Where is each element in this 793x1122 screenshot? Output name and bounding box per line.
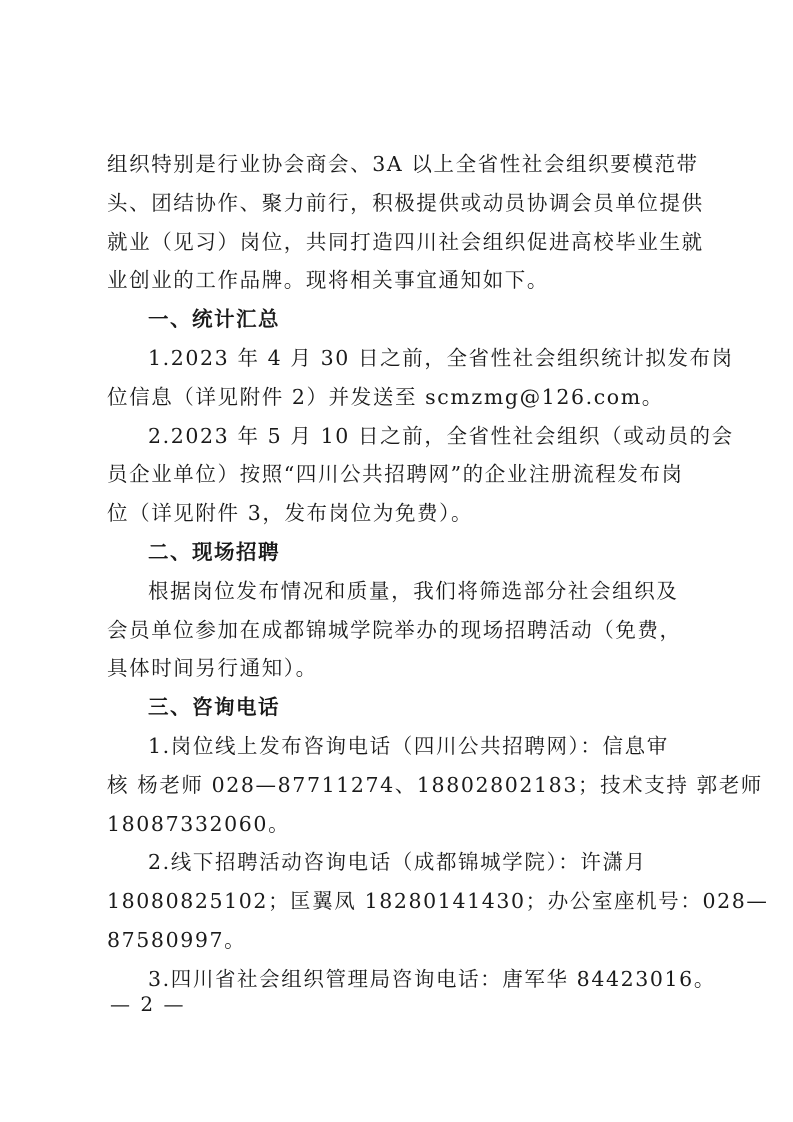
paragraph-line: 87580997。 [107, 927, 247, 952]
paragraph-line: 位信息（详见附件 2）并发送至 scmzmg@126.com。 [107, 384, 664, 409]
paragraph-line: 会员单位参加在成都锦城学院举办的现场招聘活动（免费， [107, 617, 682, 642]
page-number: — 2 — [110, 992, 186, 1016]
paragraph-line: 2.2023 年 5 月 10 日之前，全省性社会组织（或动员的会 [148, 423, 734, 448]
paragraph-line: 位（详见附件 3，发布岗位为免费）。 [107, 501, 474, 526]
section-heading-statistics: 一、统计汇总 [148, 307, 280, 332]
paragraph-line: 3.四川省社会组织管理局咨询电话：唐军华 84423016。 [148, 966, 716, 991]
paragraph-line: 业创业的工作品牌。现将相关事宜通知如下。 [107, 268, 549, 293]
paragraph-line: 组织特别是行业协会商会、3A 以上全省性社会组织要模范带 [107, 152, 699, 176]
section-heading-onsite-recruitment: 二、现场招聘 [148, 539, 280, 564]
section-heading-contact-phones: 三、咨询电话 [148, 695, 280, 720]
paragraph-line: 1.岗位线上发布咨询电话（四川公共招聘网）：信息审 [148, 733, 669, 758]
paragraph-line: 就业（见习）岗位，共同打造四川社会组织促进高校毕业生就 [107, 229, 704, 254]
document-body [107, 145, 769, 999]
paragraph-line: 18080825102；匡翼凤 18280141430；办公室座机号：028— [107, 889, 769, 914]
paragraph-line: 具体时间另行通知）。 [107, 656, 318, 681]
paragraph-line: 员企业单位）按照“四川公共招聘网”的企业注册流程发布岗 [107, 462, 684, 487]
paragraph-line: 核 杨老师 028—87711274、18802802183；技术支持 郭老师 [107, 772, 763, 797]
paragraph-line: 头、团结协作、聚力前行，积极提供或动员协调会员单位提供 [107, 190, 704, 215]
paragraph-line: 18087332060。 [107, 811, 291, 836]
paragraph-line: 1.2023 年 4 月 30 日之前，全省性社会组织统计拟发布岗 [148, 345, 734, 370]
paragraph-line: 根据岗位发布情况和质量，我们将筛选部分社会组织及 [148, 578, 679, 603]
paragraph-line: 2.线下招聘活动咨询电话（成都锦城学院）：许潇月 [148, 850, 647, 875]
